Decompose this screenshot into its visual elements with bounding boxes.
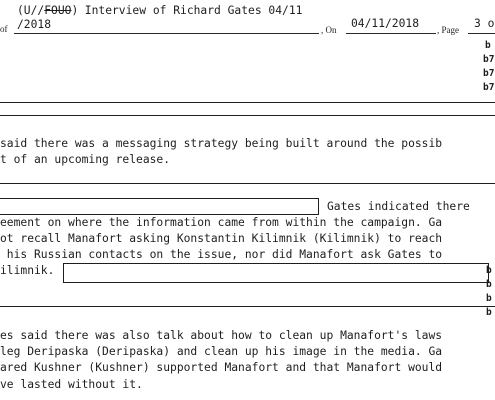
- date-underline: [346, 33, 436, 34]
- page-number: 3 o: [474, 17, 495, 30]
- redaction-box-inline: [0, 198, 319, 215]
- paragraph-line: ilimnik.: [0, 264, 55, 277]
- classification-marking: [17, 4, 78, 18]
- paragraph-line: his Russian contacts on the issue, nor did Manafort ask Gates to: [0, 248, 443, 261]
- exemption-code: b: [485, 40, 491, 51]
- paragraph-line: ared Kushner (Kushner) supported Manafort and that Manafort would: [0, 361, 443, 374]
- paragraph-line: ve lasted without it.: [0, 378, 143, 391]
- document-title-line2: /2018: [17, 18, 52, 31]
- redaction-bottom-rule: [0, 102, 495, 103]
- redaction-rule: [0, 306, 495, 307]
- paragraph-line: ot recall Manafort asking Konstantin Kilimnik (Kilimnik) to reach: [0, 232, 443, 245]
- paragraph-line-tail: Gates indicated there: [327, 200, 470, 213]
- exemption-code: b: [486, 265, 492, 276]
- paragraph-line: leg Deripaska (Deripaska) and clean up his image in the media. Ga: [0, 345, 443, 358]
- exemption-code: b7: [483, 68, 495, 79]
- exemption-code: b: [486, 307, 492, 318]
- interview-date: 04/11/2018: [351, 17, 420, 30]
- classification-struck: FOUO: [44, 4, 72, 17]
- redaction-lower-rule: [0, 115, 495, 116]
- of-label: of: [0, 24, 8, 34]
- exemption-code: b7: [483, 54, 495, 65]
- paragraph-line: said there was a messaging strategy being built around the possib: [0, 137, 443, 150]
- title-underline: [14, 33, 319, 34]
- on-label: , On: [321, 25, 337, 35]
- redaction-rule: [0, 183, 495, 184]
- paragraph-line: eement on where the information came from within the campaign. Ga: [0, 216, 443, 229]
- exemption-code: b7: [483, 82, 495, 93]
- paragraph-line: es said there was also talk about how to clean up Manafort's laws: [0, 329, 443, 342]
- page-label: , Page: [437, 25, 459, 35]
- exemption-code: b: [486, 279, 492, 290]
- classification-suffix: ): [71, 4, 79, 17]
- paragraph-line: t of an upcoming release.: [0, 153, 171, 166]
- page-underline: [468, 33, 495, 34]
- document-title-line1: Interview of Richard Gates 04/11: [78, 4, 303, 17]
- redaction-box-trailing: [63, 263, 489, 283]
- exemption-code: b: [486, 293, 492, 304]
- classification-prefix: (U//: [17, 4, 45, 17]
